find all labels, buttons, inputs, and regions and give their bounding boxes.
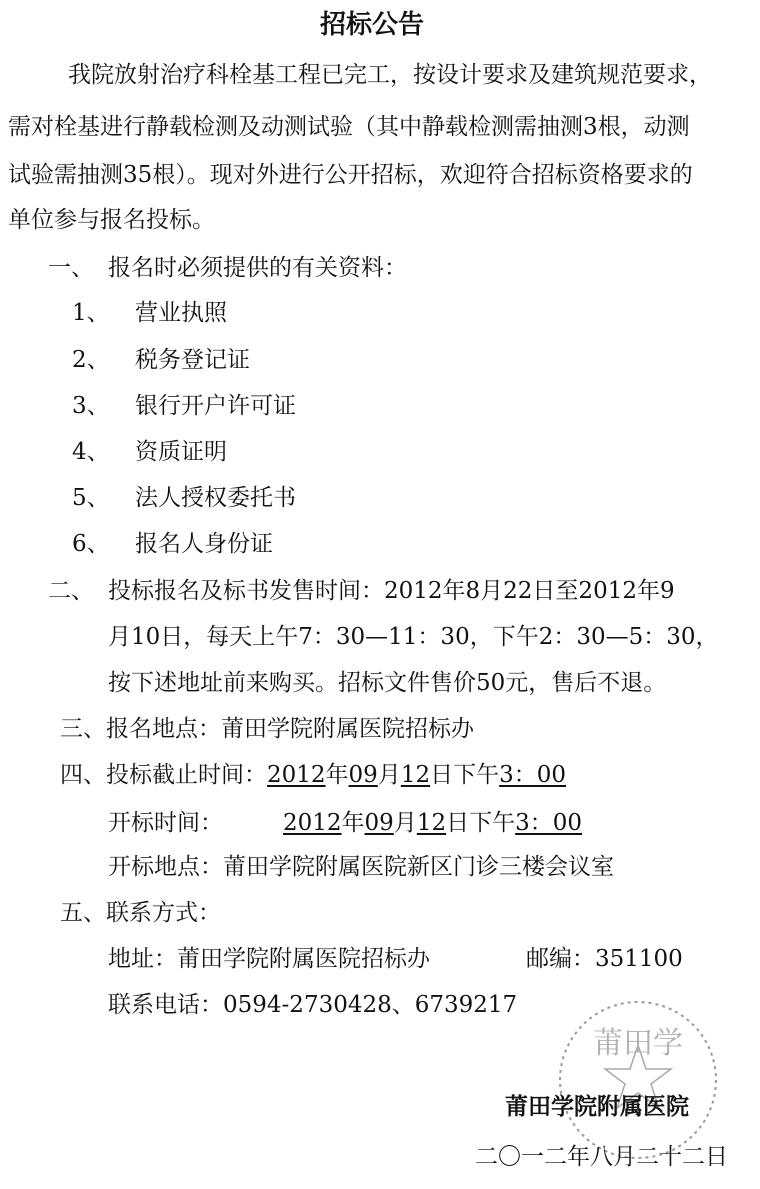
section-5-label: 五、联系方式： xyxy=(60,900,221,926)
address: 莆田学院附属医院招标办 xyxy=(177,946,430,972)
postcode-label: 邮编： xyxy=(526,946,595,972)
unit-month: 月 xyxy=(377,762,401,788)
postcode-row xyxy=(526,944,683,974)
intro-line-3: 试验需抽测35根）。现对外进行公开招标，欢迎符合招标资格要求的 xyxy=(8,162,693,188)
address-label: 地址： xyxy=(108,946,177,972)
section-3-label: 三、报名地点： xyxy=(60,716,221,742)
address-row xyxy=(108,944,430,974)
phone-label: 联系电话： xyxy=(108,992,223,1018)
open-year: 2012 xyxy=(283,810,342,836)
unit-year: 年 xyxy=(325,762,349,788)
list-item-number: 1、 xyxy=(72,300,110,326)
list-item-number: 5、 xyxy=(72,485,110,511)
phone: 0594-2730428、6739217 xyxy=(223,992,518,1018)
deadline-day: 12 xyxy=(400,762,431,788)
list-item: 资质证明 xyxy=(135,439,227,465)
open-time: 3：00 xyxy=(515,810,583,836)
open-location-label: 开标地点： xyxy=(108,854,223,880)
list-item-number: 6、 xyxy=(72,531,110,557)
unit-month: 月 xyxy=(393,810,417,836)
postcode: 351100 xyxy=(595,946,683,972)
list-item-number: 3、 xyxy=(72,393,110,419)
unit-year: 年 xyxy=(341,810,365,836)
deadline-label: 四、投标截止时间： xyxy=(60,762,267,788)
list-item: 法人授权委托书 xyxy=(135,485,296,511)
unit-day-pm: 日下午 xyxy=(446,810,516,836)
section-2-line-1: 投标报名及标书发售时间：2012年8月22日至2012年9 xyxy=(108,578,675,604)
signature-org: 莆田学院附属医院 xyxy=(505,1093,689,1120)
section-2-line-2: 月10日，每天上午7：30—11：30，下午2：30—5：30， xyxy=(108,624,719,650)
deadline-row xyxy=(60,760,566,790)
document-title: 招标公告 xyxy=(320,10,425,40)
official-seal xyxy=(528,995,758,1165)
deadline-time: 3：00 xyxy=(499,762,567,788)
open-month: 09 xyxy=(364,810,394,836)
list-item: 税务登记证 xyxy=(135,347,250,373)
list-item-number: 4、 xyxy=(72,439,110,465)
list-item-number: 2、 xyxy=(72,347,110,373)
open-time-row xyxy=(283,808,582,838)
deadline-month: 09 xyxy=(348,762,378,788)
list-item: 银行开户许可证 xyxy=(135,393,296,419)
section-1-title: 报名时必须提供的有关资料： xyxy=(108,255,407,281)
section-3 xyxy=(60,714,474,744)
section-2-line-3: 按下述地址前来购买。招标文件售价50元，售后不退。 xyxy=(108,670,667,696)
open-label: 开标时间： xyxy=(108,810,223,836)
unit-day-pm: 日下午 xyxy=(430,762,500,788)
intro-line-4: 单位参与报名投标。 xyxy=(8,207,215,233)
intro-line-2: 需对栓基进行静载检测及动测试验（其中静载检测需抽测3根，动测 xyxy=(8,114,690,140)
seal-text: 莆田学 xyxy=(593,1026,683,1061)
section-2-number: 二、 xyxy=(48,578,94,604)
open-day: 12 xyxy=(416,810,447,836)
intro-line-1: 我院放射治疗科栓基工程已完工，按设计要求及建筑规范要求， xyxy=(68,62,712,88)
registration-location: 莆田学院附属医院招标办 xyxy=(221,716,474,742)
deadline-year: 2012 xyxy=(267,762,326,788)
list-item: 营业执照 xyxy=(135,300,227,326)
signature-date: 二〇一二年八月二十二日 xyxy=(475,1144,728,1170)
section-1-number: 一、 xyxy=(48,255,94,281)
open-location-row xyxy=(108,852,614,882)
open-location: 莆田学院附属医院新区门诊三楼会议室 xyxy=(223,854,614,880)
list-item: 报名人身份证 xyxy=(135,531,273,557)
phone-row xyxy=(108,990,517,1020)
